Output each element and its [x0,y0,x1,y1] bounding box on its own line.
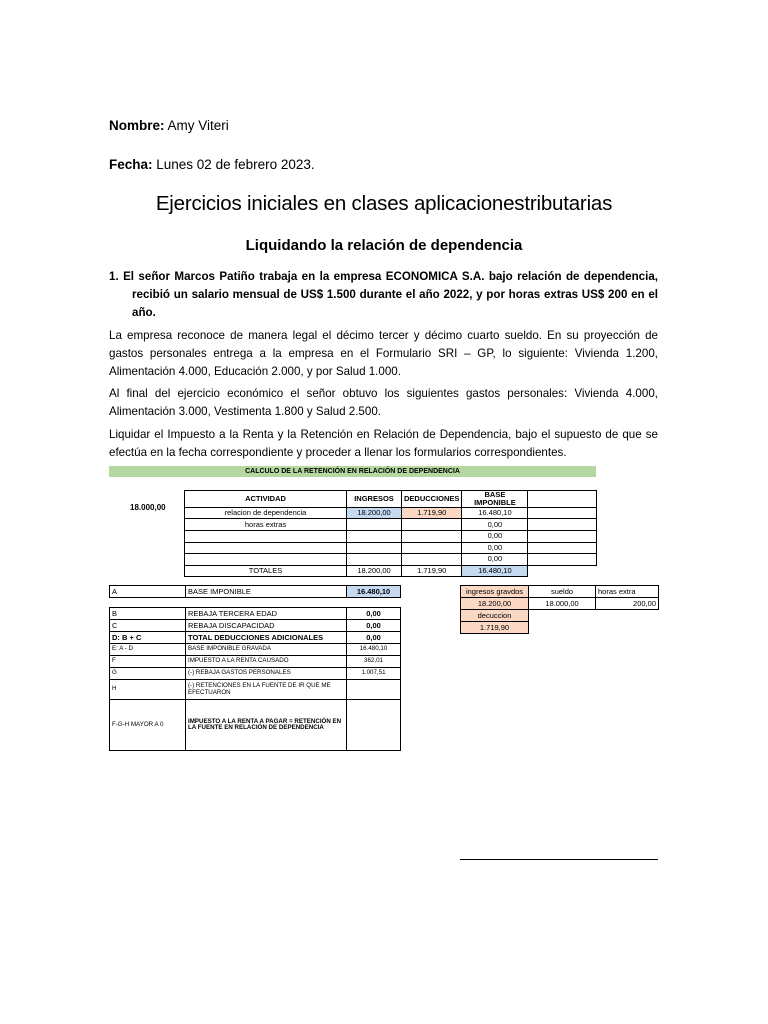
annual-salary-value: 18.000,00 [130,503,166,512]
table-row [461,610,659,622]
header-ingresos-gravados: ingresos gravdos [461,586,529,598]
table-row [110,680,401,700]
row-label: E: A - D [110,644,186,656]
cell [402,530,462,542]
income-summary-table [460,585,659,634]
cell [185,554,347,566]
header-horas-extra: horas extra [596,586,659,598]
cell-ingresos-gravados: 18.200,00 [461,598,529,610]
cell [528,519,597,531]
row-label: F-G-H MAYOR A 0 [110,700,186,751]
base-imponible-table [109,585,401,598]
row-label: H [110,680,186,700]
row-label: C [110,620,186,632]
table-row [110,586,401,598]
cell [347,519,402,531]
cell: horas extras [185,519,347,531]
cell: 0,00 [462,542,528,554]
name-line [109,118,229,133]
row-description: BASE IMPONIBLE GRAVADA [186,644,347,656]
activities-table [184,490,597,577]
name-value: Amy Viteri [164,118,229,133]
totals-row [185,565,597,577]
date-label: Fecha: [109,157,153,172]
header-sueldo: sueldo [529,586,596,598]
paragraph-expenses: Al final del ejercicio económico el señor obtuvo los siguientes gastos personales: Vivienda 4.000, Alimentación 3.000, Vestimenta 1.800 y Salud 2.500. [109,387,658,418]
deduccion-value: 1.719,90 [461,622,529,634]
header-base-imponible: BASE IMPONIBLE [462,491,528,508]
row-description: IMPUESTO A LA RENTA A PAGAR = RETENCIÓN EN LA FUENTE EN RELACIÓN DE DEPENDENCIA [186,700,347,751]
row-value: 0,00 [347,620,401,632]
table-row [110,700,401,751]
signature-line [460,859,658,860]
cell [347,554,402,566]
row-label: F [110,656,186,668]
row-description: REBAJA TERCERA EDAD [186,608,347,620]
row-description: BASE IMPONIBLE [186,586,347,598]
table-row [461,598,659,610]
date-line [109,157,315,172]
cell: 18.200,00 [347,507,402,519]
cell: relacion de dependencia [185,507,347,519]
cell-sueldo: 18.000,00 [529,598,596,610]
totals-label: TOTALES [185,565,347,577]
row-description: (-) REBAJA GASTOS PERSONALES [186,668,347,680]
row-label: B [110,608,186,620]
row-description: REBAJA DISCAPACIDAD [186,620,347,632]
cell [596,622,659,634]
header-empty [528,491,597,508]
row-value: 0,00 [347,608,401,620]
cell [528,542,597,554]
cell [529,610,596,622]
row-description: TOTAL DEDUCCIONES ADICIONALES [186,632,347,644]
table-row [110,668,401,680]
table-row [185,554,597,566]
date-value: Lunes 02 de febrero 2023. [152,157,315,172]
deduccion-label: decuccion [461,610,529,622]
row-label: A [110,586,186,598]
cell: 0,00 [462,554,528,566]
row-value: 16.480,10 [347,644,401,656]
row-label: G [110,668,186,680]
table-row [110,620,401,632]
row-label: D: B + C [110,632,186,644]
document-title: Ejercicios iniciales en clases aplicacionestributarias [155,192,613,215]
cell: 1.719,90 [402,507,462,519]
calculation-banner: CALCULO DE LA RETENCIÓN EN RELACIÓN DE DEPENDENCIA [109,466,596,477]
table-row [185,507,597,519]
cell [528,565,597,577]
cell: 0,00 [462,519,528,531]
table-header-row [185,491,597,508]
header-deducciones: DEDUCCIONES [402,491,462,508]
table-row [185,530,597,542]
table-row [185,519,597,531]
paragraph-instructions: Liquidar el Impuesto a la Renta y la Retención en Relación de Dependencia, bajo el supuesto de que se efectúa en la fecha correspondiente y proceder a llenar los formularios correspondientes. [109,428,658,459]
cell [347,530,402,542]
row-value [347,700,401,751]
header-actividad: ACTIVIDAD [185,491,347,508]
row-value: 0,00 [347,632,401,644]
cell [185,530,347,542]
table-row [110,608,401,620]
tax-calculation-table [109,607,401,751]
paragraph-projection: La empresa reconoce de manera legal el décimo tercer y décimo cuarto sueldo. En su proyección de gastos personales entrega a la empresa en el Formulario SRI – GP, lo siguiente: Vivienda 1.200, Alimentación 4.000, Educación 2.000, y por Salud 1.000. [109,329,658,378]
table-row [110,632,401,644]
cell [402,554,462,566]
cell [185,542,347,554]
table-row [110,656,401,668]
table-row [185,542,597,554]
row-value [347,680,401,700]
cell [529,622,596,634]
cell-horas-extra: 200,00 [596,598,659,610]
row-value: 362,01 [347,656,401,668]
cell [347,542,402,554]
cell [528,554,597,566]
cell: 16.480,10 [462,507,528,519]
header-ingresos: INGRESOS [347,491,402,508]
name-label: Nombre: [109,118,165,133]
table-row [110,644,401,656]
cell [402,519,462,531]
document-subtitle: Liquidando la relación de dependencia [245,237,523,254]
row-description: IMPUESTO A LA RENTA CAUSADO [186,656,347,668]
totals-ingresos: 18.200,00 [347,565,402,577]
cell [596,610,659,622]
row-value: 1.007,51 [347,668,401,680]
cell: 0,00 [462,530,528,542]
cell [402,542,462,554]
cell [528,530,597,542]
totals-deducciones: 1.719,90 [402,565,462,577]
row-value: 16.480,10 [347,586,401,598]
exercise-question: 1. El señor Marcos Patiño trabaja en la empresa ECONOMICA S.A. bajo relación de dependencia, recibió un salario mensual de US$ 1.500 durante el año 2022, y por horas extras US$ 200 en el año. [109,270,658,319]
cell [528,507,597,519]
totals-base-imponible: 16.480,10 [462,565,528,577]
table-header-row [461,586,659,598]
table-row [461,622,659,634]
row-description: (-) RETENCIONES EN LA FUENTE DE IR QUE ME EFECTUARON [186,680,347,700]
